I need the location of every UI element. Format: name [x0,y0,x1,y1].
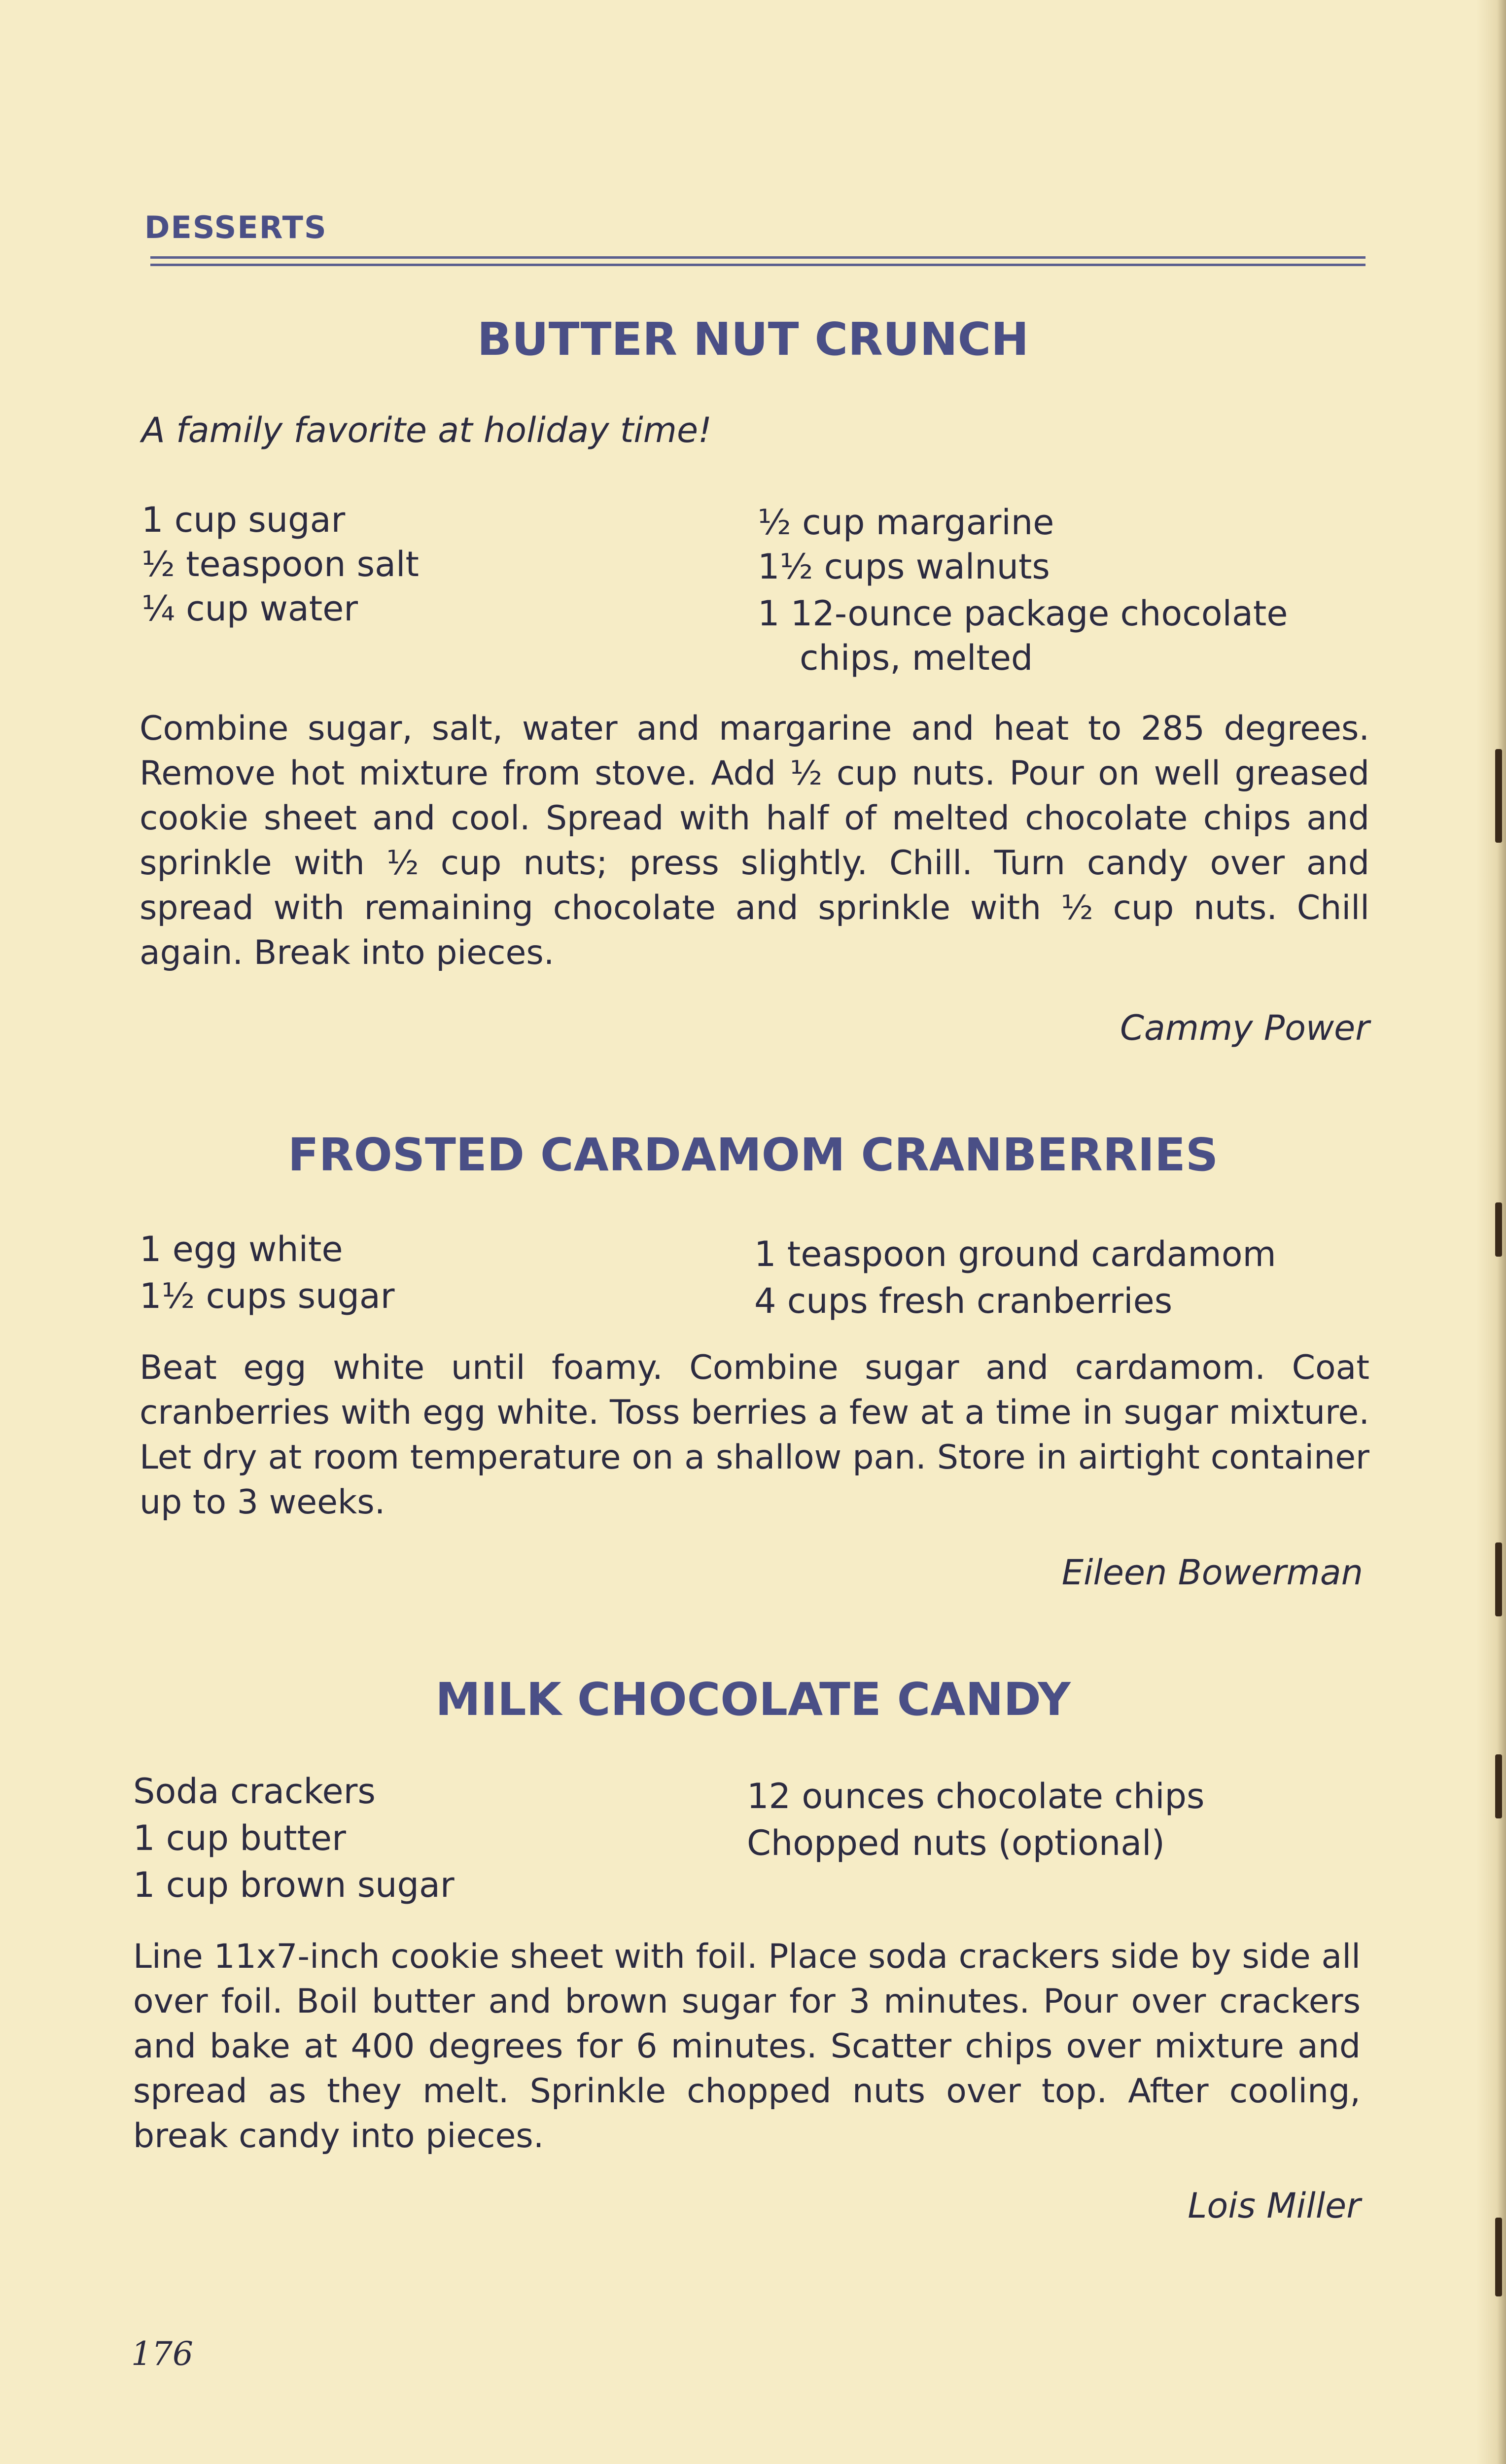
binding-mark [1495,1202,1502,1257]
header-rule-top [150,256,1366,259]
page-number: 176 [131,2335,193,2373]
recipe-title: FROSTED CARDAMOM CRANBERRIES [287,1129,1219,1181]
binding-mark [1495,2218,1502,2296]
ingredient: 1 egg white [140,1229,343,1269]
header-rule-bottom [150,264,1366,266]
binding-mark [1495,1542,1502,1616]
ingredient: 1 12-ounce package chocolate [758,593,1288,634]
binding-mark [1495,749,1502,843]
ingredient: Chopped nuts (optional) [747,1823,1165,1863]
ingredient: 1 teaspoon ground cardamom [754,1234,1276,1274]
recipe-directions: Combine sugar, salt, water and margarine and heat to 285 degrees. Remove hot mixture from stove. Add ½ cup nuts. Pour on well greased cookie sheet and cool. Spread with half of melted chocolate chips and sprinkle with ½ cup nuts; press slightly. Chill. Turn candy over and spread with remaining chocolate and sprinkle with ½ cup nuts. Chill again. Break into pieces. [140,709,1369,972]
recipe-author: Lois Miller [1188,2186,1361,2226]
ingredient: ½ teaspoon salt [141,544,419,584]
ingredient: chips, melted [800,638,1033,678]
recipe-title: BUTTER NUT CRUNCH [477,313,1029,366]
section-label: DESSERTS [144,209,327,245]
recipe-intro: A family favorite at holiday time! [141,410,712,450]
recipe-directions: Line 11x7-inch cookie sheet with foil. Place soda crackers side by side all over foil. Boil butter and brown sugar for 3 minutes. Pour over crackers and bake at 400 degrees for 6 minutes. Scatter chips over mixture and spread as they melt. Sprinkle chopped nuts over top. After cooling, break candy into pieces. [133,1937,1361,2156]
ingredient: ½ cup margarine [758,502,1054,543]
ingredient: 12 ounces chocolate chips [747,1776,1205,1816]
ingredient: Soda crackers [133,1771,376,1812]
recipe-author: Cammy Power [1120,1008,1369,1048]
ingredient: 1 cup sugar [141,500,346,540]
recipe-title: MILK CHOCOLATE CANDY [435,1673,1071,1726]
ingredient: 1½ cups walnuts [758,547,1050,587]
ingredient: 1 cup brown sugar [133,1865,455,1905]
recipe-author: Eileen Bowerman [1061,1552,1363,1593]
recipe-directions: Beat egg white until foamy. Combine sugar and cardamom. Coat cranberries with egg white. Toss berries a few at a time in sugar mixture. Let dry at room temperature on a shallow pan. Store in airtight container up to 3 weeks. [140,1348,1369,1522]
ingredient: 1 cup butter [133,1818,346,1858]
ingredient: ¼ cup water [141,588,358,629]
ingredient: 4 cups fresh cranberries [754,1281,1173,1321]
ingredient: 1½ cups sugar [140,1276,395,1316]
binding-mark [1495,1754,1502,1818]
